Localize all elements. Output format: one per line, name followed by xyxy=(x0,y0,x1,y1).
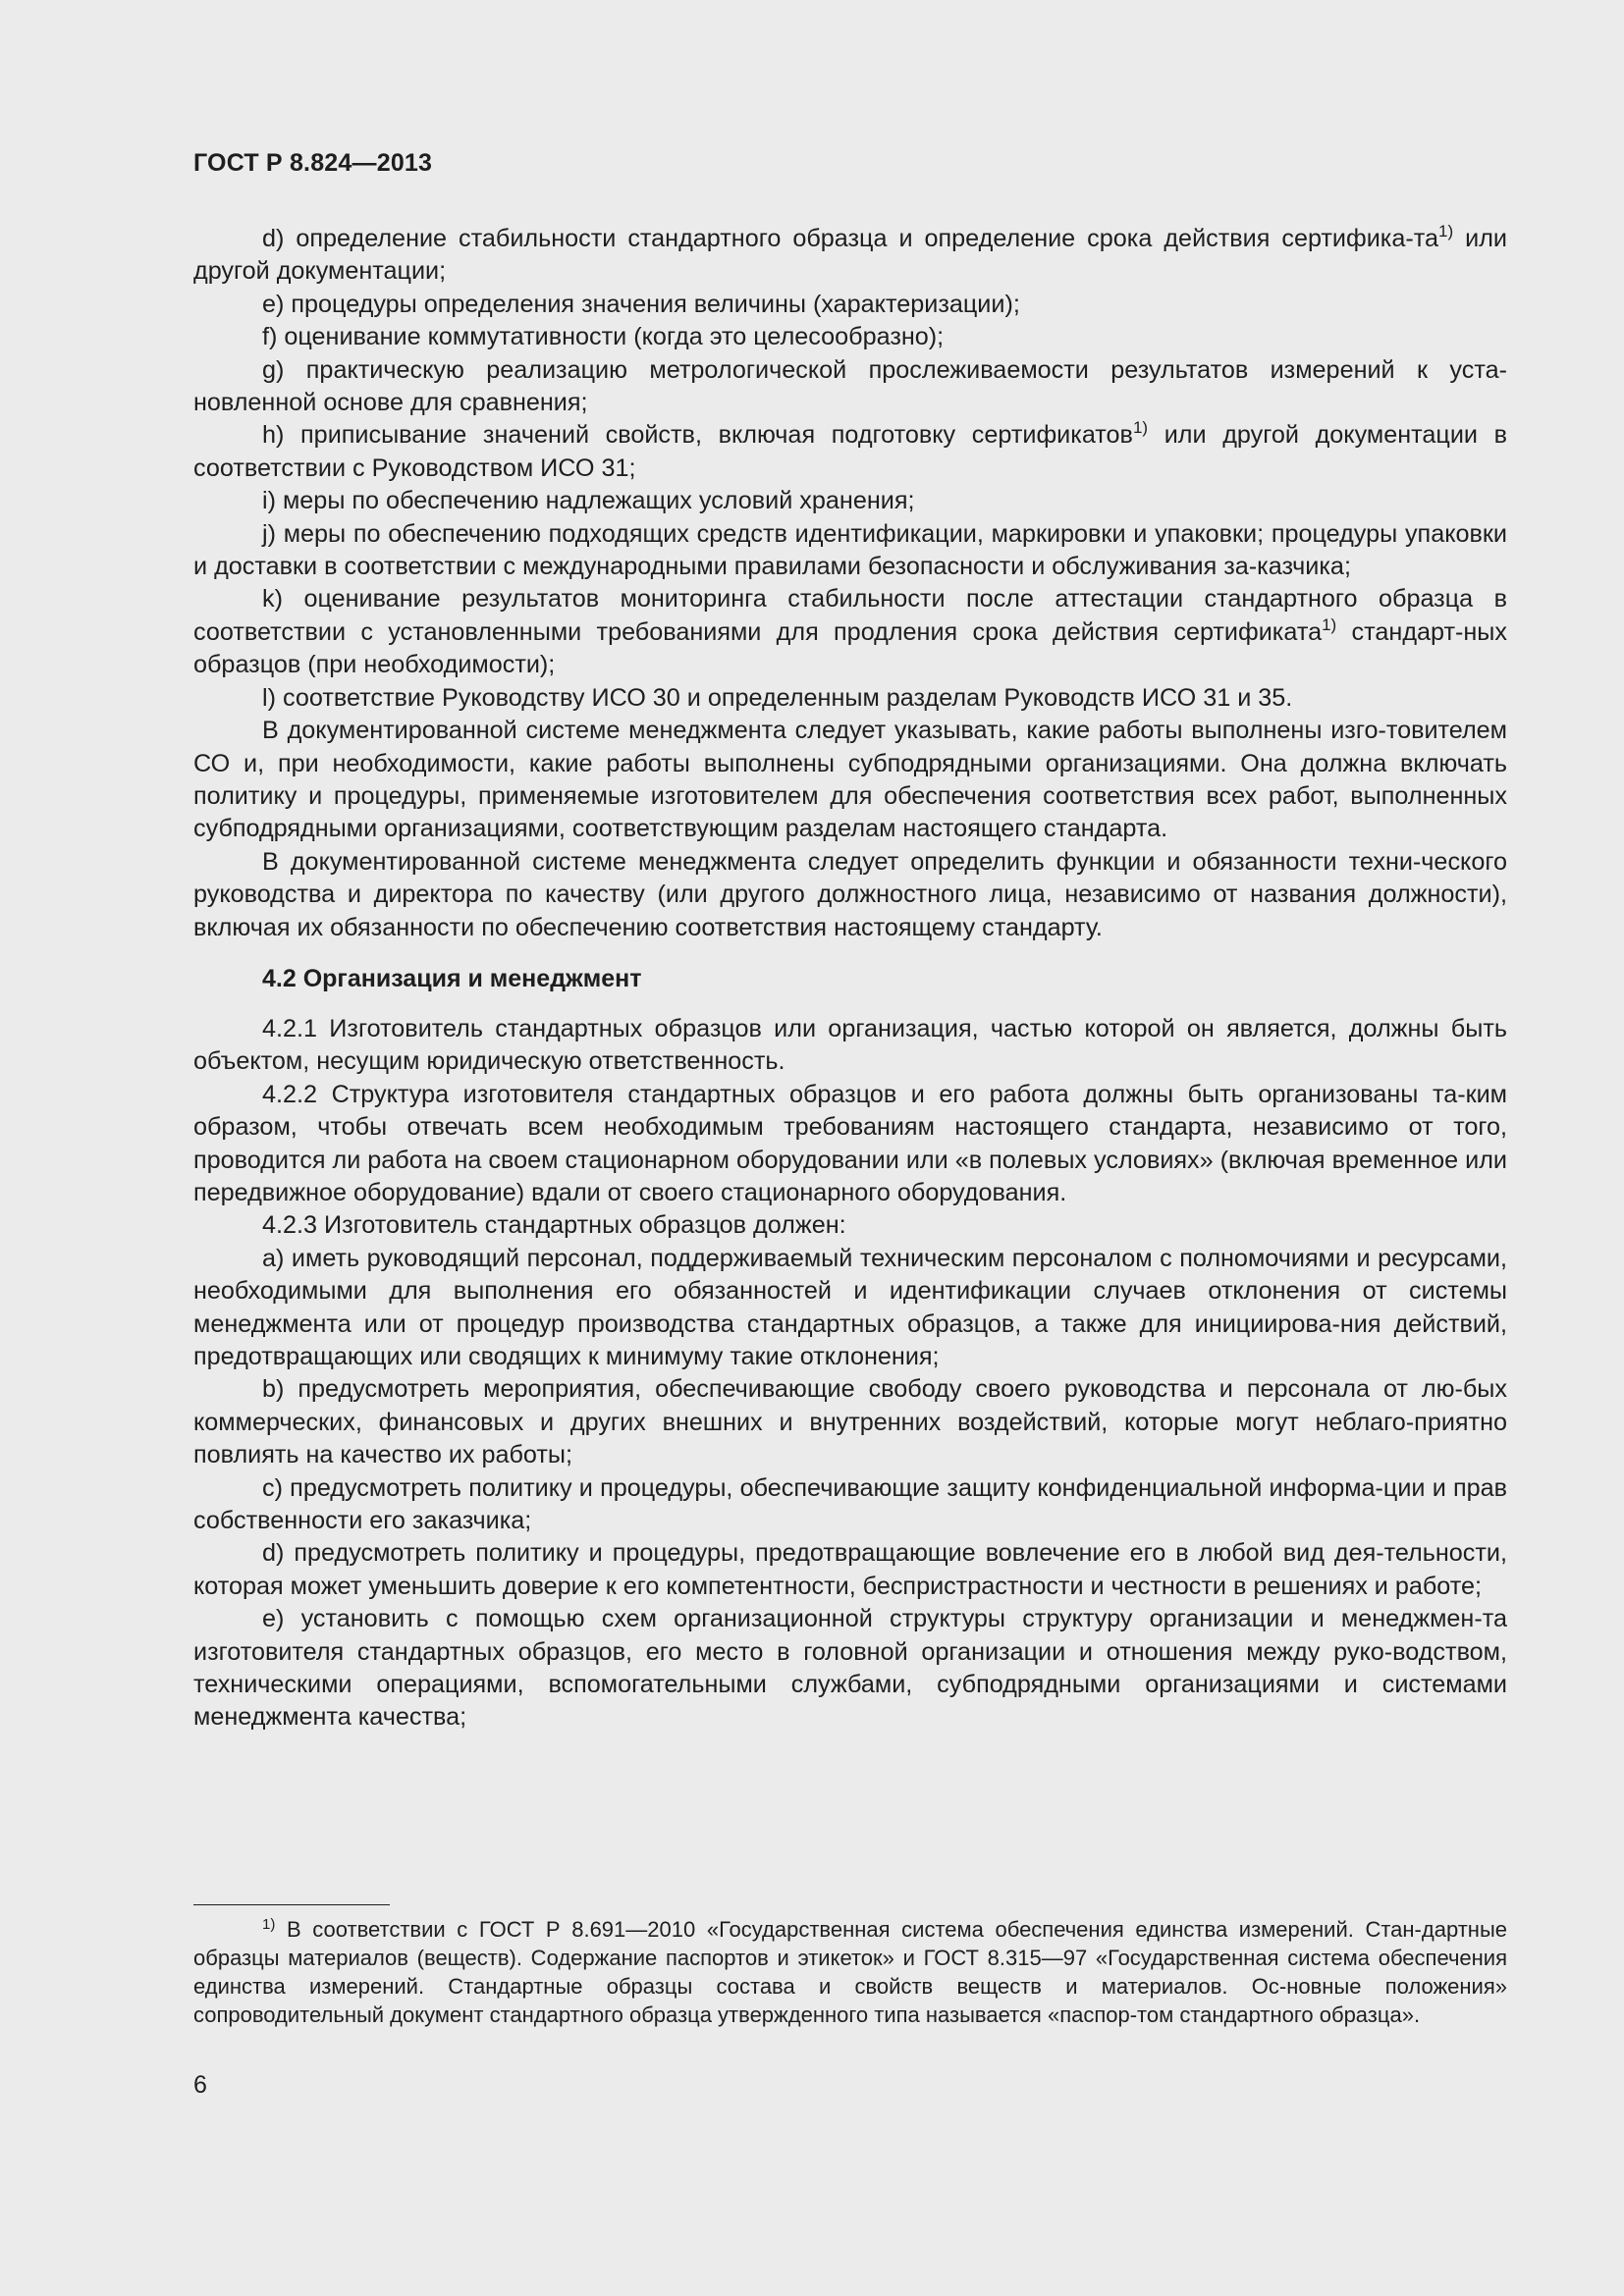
list-item-e2: e) установить с помощью схем организационной структуры структуру организации и менеджмен-та изготовителя стандартных образцов, его место в головной организации и отношения между руко-водством, техническими операциями, вспомогательными службами, субподрядными организациями и системами менеджмента качества; xyxy=(193,1605,1507,1732)
clause-4-2-3: 4.2.3 Изготовитель стандартных образцов должен: xyxy=(262,1211,846,1240)
page-number: 6 xyxy=(193,2071,207,2099)
list-item-j: j) меры по обеспечению подходящих средств идентификации, маркировки и упаковки; процедуры упаковки и доставки в соответствии с международными правилами безопасности и обслуживания за-казчика; xyxy=(193,519,1507,581)
list-item-g: g) практическую реализацию метрологической прослеживаемости результатов измерений к уста-новленной основе для сравнения; xyxy=(193,355,1507,417)
clause-4-2-1: 4.2.1 Изготовитель стандартных образцов или организация, частью которой он является, должны быть объектом, несущим юридическую ответственность. xyxy=(193,1014,1507,1076)
list-item-c: c) предусмотреть политику и процедуры, обеспечивающие защиту конфиденциальной информа-ции и прав собственности его заказчика; xyxy=(193,1473,1507,1535)
list-item-h: h) приписывание значений свойств, включая подготовку сертификатов$^{1)}$ или другой документации в соответствии с Руководством ИСО 31; xyxy=(193,418,1507,482)
footnote-ref: 1) xyxy=(1322,614,1337,634)
list-item-e: e) процедуры определения значения величины (характеризации); xyxy=(262,290,1020,318)
page-header: ГОСТ Р 8.824—2013 xyxy=(193,149,433,177)
footnote xyxy=(193,1915,1507,2029)
paragraph: В документированной системе менеджмента следует указывать, какие работы выполнены изго-товителем СО и, при необходимости, какие работы выполнены субподрядными организациями. Она должна включать политику и процедуры, применяемые изготовителем для обеспечения соответствия всех работ, выполненных субподрядными организациями, соответствующим разделам настоящего стандарта. xyxy=(193,717,1507,843)
list-item-k: k) оценивание результатов мониторинга стабильности после аттестации стандартного образца в соответствии с установленными требованиями для продления срока действия сертификата$^{1)}$ стандарт-ных образцов (при необходимости); xyxy=(193,585,1508,679)
footnote-ref: 1) xyxy=(1132,418,1149,438)
list-item-f: f) оценивание коммутативности (когда это целесообразно); xyxy=(262,323,945,351)
list-item-d: d) определение стабильности стандартного образца и определение срока действия сертифика-$та^{1)}$ или другой документации; xyxy=(193,222,1507,286)
body-text xyxy=(193,223,1507,1735)
paragraph: В документированной системе менеджмента следует определить функции и обязанности техни-ческого руководства и директора по качеству (или другого должностного лица, независимо от названия должности), включая их обязанности по обеспечению соответствия настоящему стандарту. xyxy=(193,847,1507,941)
footnote-marker: 1) xyxy=(262,1916,276,1933)
list-item-b: b) предусмотреть мероприятия, обеспечивающие свободу своего руководства и персонала от лю-бых коммерческих, финансовых и других внешних и внутренних воздействий, которые могут неблаго-приятно повлиять на качество их работы; xyxy=(193,1375,1507,1469)
list-item-i: i) меры по обеспечению надлежащих условий хранения; xyxy=(262,487,915,515)
footnote-text: В соответствии с ГОСТ Р 8.691—2010 «Государственная система обеспечения единства измерений. Стан-дартные образцы материалов (веществ). Содержание паспортов и этикеток» и ГОСТ 8.315—97 «Государственная система обеспечения единства измерений. Стандартные образцы состава и свойств веществ и материалов. Ос-новные положения» сопроводительный документ стандартного образца утвержденного типа называется «паспор-том стандартного образца». xyxy=(193,1917,1507,2027)
list-item-l: l) соответствие Руководству ИСО 30 и определенным разделам Руководств ИСО 31 и 35. xyxy=(262,683,1293,712)
section-heading: 4.2 Организация и менеджмент xyxy=(262,964,642,992)
list-item-a: a) иметь руководящий персонал, поддерживаемый техническим персоналом с полномочиями и ресурсами, необходимыми для выполнения его обязанностей и идентификации случаев отклонения от системы менеджмента или от процедур производства стандартных образцов, а также для инициирова-ния действий, предотвращающих или сводящих к минимуму такие отклонения; xyxy=(193,1244,1507,1370)
footnote-divider xyxy=(193,1904,390,1905)
list-item-d2: d) предусмотреть политику и процедуры, предотвращающие вовлечение его в любой вид дея-тельности, которая может уменьшить доверие к его компетентности, беспристрастности и честности в решениях и работе; xyxy=(193,1539,1507,1600)
clause-4-2-2: 4.2.2 Структура изготовителя стандартных образцов и его работа должны быть организованы та-ким образом, чтобы отвечать всем необходимым требованиям настоящего стандарта, независимо от того, проводится ли работа на своем стационарном оборудовании или «в полевых условиях» (включая временное или передвижное оборудование) вдали от своего стационарного оборудования. xyxy=(193,1080,1507,1206)
footnote-ref: 1) xyxy=(1438,222,1454,240)
